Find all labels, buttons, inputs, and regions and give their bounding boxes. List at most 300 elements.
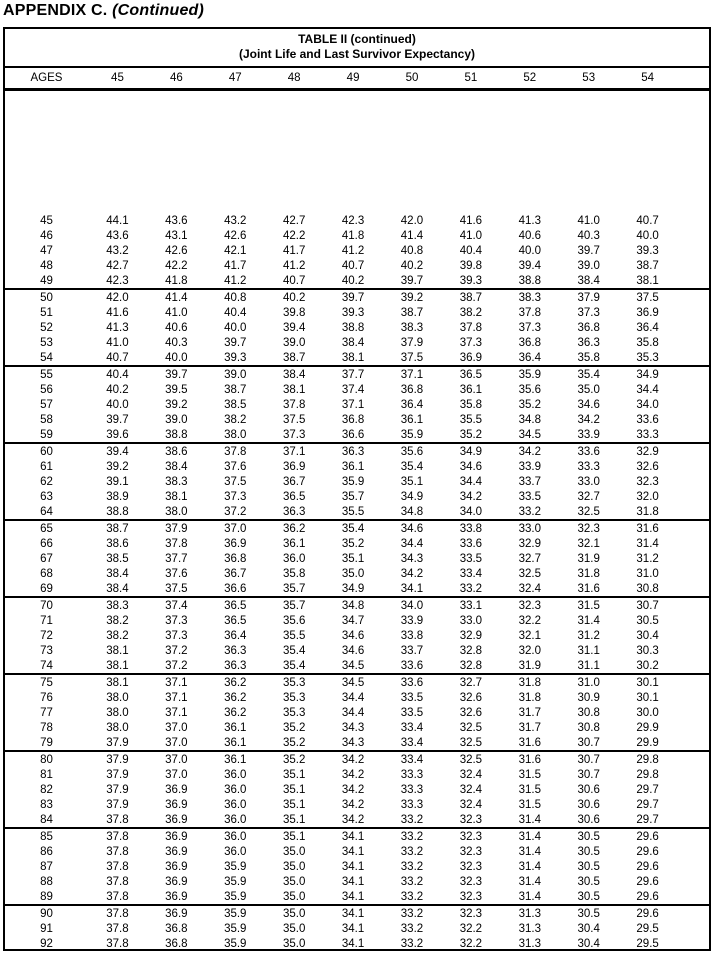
column-header: 49 (346, 72, 360, 84)
expectancy-value: 31.7 (518, 721, 541, 734)
table-row (5, 874, 709, 889)
expectancy-value: 35.3 (282, 706, 306, 719)
expectancy-value: 29.6 (636, 845, 659, 858)
row-age-label: 88 (40, 875, 53, 888)
table-row (5, 658, 709, 673)
expectancy-value: 41.0 (165, 306, 188, 319)
expectancy-value: 34.4 (400, 537, 424, 550)
expectancy-value: 30.4 (577, 922, 600, 935)
age-group (5, 288, 709, 365)
expectancy-value: 35.4 (341, 522, 365, 535)
expectancy-value: 32.5 (459, 721, 483, 734)
expectancy-value: 34.7 (341, 614, 365, 627)
expectancy-value: 34.2 (341, 798, 365, 811)
expectancy-value: 31.8 (518, 691, 541, 704)
expectancy-value: 29.7 (636, 798, 659, 811)
expectancy-value: 36.1 (224, 721, 247, 734)
expectancy-value: 42.2 (165, 259, 188, 272)
expectancy-value: 39.0 (577, 259, 600, 272)
expectancy-value: 34.4 (341, 706, 365, 719)
expectancy-value: 35.2 (518, 398, 541, 411)
expectancy-value: 31.2 (636, 552, 659, 565)
expectancy-value: 38.1 (106, 644, 129, 657)
expectancy-value: 37.8 (282, 398, 306, 411)
expectancy-value: 37.3 (165, 614, 188, 627)
expectancy-value: 35.3 (282, 691, 306, 704)
expectancy-value: 30.9 (577, 691, 600, 704)
column-header: 48 (287, 72, 301, 84)
row-age-label: 74 (40, 659, 53, 672)
expectancy-value: 35.9 (224, 875, 247, 888)
expectancy-value: 30.6 (577, 813, 600, 826)
expectancy-value: 35.0 (282, 875, 306, 888)
expectancy-value: 32.2 (518, 614, 541, 627)
expectancy-value: 36.8 (165, 922, 188, 935)
expectancy-value: 39.2 (400, 291, 424, 304)
expectancy-value: 34.5 (341, 659, 365, 672)
expectancy-value: 35.7 (341, 490, 365, 503)
expectancy-value: 40.3 (577, 229, 600, 242)
expectancy-value: 40.6 (518, 229, 541, 242)
expectancy-value: 35.5 (341, 505, 365, 518)
expectancy-value: 33.3 (577, 460, 600, 473)
expectancy-value: 30.5 (577, 907, 600, 920)
expectancy-value: 32.6 (459, 706, 483, 719)
expectancy-value: 43.2 (224, 214, 247, 227)
expectancy-value: 40.2 (400, 259, 424, 272)
table-row (5, 335, 709, 350)
expectancy-value: 38.8 (341, 321, 365, 334)
row-age-label: 62 (40, 475, 53, 488)
expectancy-value: 34.5 (341, 676, 365, 689)
table-row (5, 613, 709, 628)
table-row (5, 305, 709, 320)
expectancy-value: 38.1 (282, 383, 306, 396)
expectancy-value: 31.8 (577, 567, 600, 580)
expectancy-value: 29.7 (636, 813, 659, 826)
expectancy-value: 35.8 (636, 336, 659, 349)
table-row (5, 690, 709, 705)
expectancy-value: 33.3 (636, 428, 659, 441)
expectancy-value: 32.9 (636, 445, 659, 458)
expectancy-value: 38.0 (224, 428, 247, 441)
expectancy-value: 32.9 (459, 629, 483, 642)
expectancy-value: 37.2 (165, 659, 188, 672)
expectancy-value: 36.2 (224, 676, 247, 689)
expectancy-value: 36.9 (224, 537, 247, 550)
expectancy-value: 37.0 (165, 736, 188, 749)
expectancy-value: 37.7 (165, 552, 188, 565)
expectancy-value: 34.0 (400, 599, 424, 612)
expectancy-value: 36.0 (224, 783, 247, 796)
table-row (5, 290, 709, 305)
expectancy-value: 40.0 (636, 229, 659, 242)
expectancy-value: 30.4 (577, 937, 600, 950)
expectancy-value: 41.8 (341, 229, 365, 242)
expectancy-value: 34.9 (400, 490, 424, 503)
expectancy-value: 34.3 (341, 736, 365, 749)
expectancy-value: 38.7 (636, 259, 659, 272)
row-age-label: 78 (40, 721, 53, 734)
expectancy-value: 33.4 (459, 567, 483, 580)
table-title (5, 29, 709, 68)
expectancy-value: 32.3 (459, 890, 483, 903)
expectancy-value: 35.7 (282, 582, 306, 595)
expectancy-value: 35.0 (282, 860, 306, 873)
expectancy-value: 41.3 (106, 321, 129, 334)
expectancy-value: 34.8 (341, 599, 365, 612)
expectancy-value: 40.8 (400, 244, 424, 257)
expectancy-value: 36.9 (165, 890, 188, 903)
row-age-label: 64 (40, 505, 53, 518)
expectancy-value: 37.5 (400, 351, 424, 364)
expectancy-value: 32.6 (459, 691, 483, 704)
row-age-label: 58 (40, 413, 53, 426)
expectancy-value: 38.6 (165, 445, 188, 458)
table-row (5, 427, 709, 442)
expectancy-value: 34.0 (459, 505, 483, 518)
expectancy-value: 40.0 (165, 351, 188, 364)
expectancy-value: 29.6 (636, 875, 659, 888)
expectancy-value: 30.7 (577, 736, 600, 749)
row-age-label: 75 (40, 676, 53, 689)
expectancy-value: 29.5 (636, 922, 659, 935)
table-row (5, 320, 709, 335)
expectancy-value: 35.5 (459, 413, 483, 426)
expectancy-value: 38.0 (106, 721, 129, 734)
table-row (5, 350, 709, 365)
expectancy-value: 35.6 (400, 445, 424, 458)
expectancy-value: 32.5 (459, 736, 483, 749)
expectancy-value: 38.6 (106, 537, 129, 550)
expectancy-value: 34.4 (459, 475, 483, 488)
expectancy-value: 38.7 (282, 351, 306, 364)
row-age-label: 72 (40, 629, 53, 642)
expectancy-value: 36.1 (282, 537, 306, 550)
expectancy-value: 30.7 (577, 753, 600, 766)
expectancy-value: 33.8 (459, 522, 483, 535)
expectancy-value: 37.5 (282, 413, 306, 426)
expectancy-value: 37.8 (106, 937, 129, 950)
table-row (5, 675, 709, 690)
expectancy-value: 31.0 (636, 567, 659, 580)
expectancy-value: 37.3 (518, 321, 541, 334)
expectancy-value: 38.1 (106, 659, 129, 672)
expectancy-value: 38.7 (459, 291, 483, 304)
expectancy-value: 29.6 (636, 907, 659, 920)
expectancy-value: 36.4 (224, 629, 247, 642)
expectancy-value: 37.8 (106, 813, 129, 826)
expectancy-value: 32.1 (518, 629, 541, 642)
expectancy-value: 31.3 (518, 922, 541, 935)
expectancy-value: 40.2 (106, 383, 129, 396)
row-age-label: 73 (40, 644, 53, 657)
expectancy-value: 33.5 (459, 552, 483, 565)
table-row (5, 474, 709, 489)
row-age-label: 50 (40, 291, 53, 304)
expectancy-value: 29.6 (636, 830, 659, 843)
expectancy-value: 36.5 (282, 490, 306, 503)
expectancy-value: 40.7 (341, 259, 365, 272)
expectancy-value: 36.8 (224, 552, 247, 565)
expectancy-value: 42.1 (224, 244, 247, 257)
expectancy-value: 40.0 (224, 321, 247, 334)
expectancy-value: 36.4 (636, 321, 659, 334)
expectancy-value: 31.6 (518, 736, 541, 749)
appendix-heading-text: APPENDIX C. (3, 2, 113, 19)
expectancy-value: 40.3 (165, 336, 188, 349)
expectancy-value: 41.0 (577, 214, 600, 227)
column-header: 45 (111, 72, 124, 84)
expectancy-value: 33.3 (400, 798, 424, 811)
expectancy-value: 33.0 (459, 614, 483, 627)
expectancy-value: 38.1 (106, 676, 129, 689)
expectancy-value: 37.9 (106, 736, 129, 749)
expectancy-value: 35.1 (341, 552, 365, 565)
expectancy-value: 31.4 (577, 614, 600, 627)
expectancy-value: 36.3 (282, 505, 306, 518)
age-group (5, 596, 709, 673)
expectancy-value: 39.3 (224, 351, 247, 364)
row-age-label: 79 (40, 736, 53, 749)
column-header: 53 (582, 72, 596, 84)
expectancy-value: 40.2 (341, 274, 365, 287)
table-row (5, 228, 709, 243)
expectancy-value: 34.1 (341, 875, 365, 888)
table-row (5, 459, 709, 474)
expectancy-value: 36.0 (224, 768, 247, 781)
expectancy-value: 37.8 (106, 907, 129, 920)
expectancy-value: 35.2 (282, 721, 306, 734)
expectancy-value: 38.7 (224, 383, 247, 396)
expectancy-value: 41.2 (224, 274, 247, 287)
expectancy-value: 38.3 (106, 599, 129, 612)
expectancy-value: 35.8 (577, 351, 600, 364)
expectancy-value: 33.1 (459, 599, 483, 612)
expectancy-value: 42.3 (341, 214, 365, 227)
expectancy-value: 40.4 (224, 306, 247, 319)
expectancy-value: 37.9 (106, 798, 129, 811)
expectancy-value: 34.6 (459, 460, 483, 473)
row-age-label: 61 (40, 460, 53, 473)
row-age-label: 63 (40, 490, 53, 503)
expectancy-value: 35.0 (282, 890, 306, 903)
expectancy-value: 36.1 (341, 460, 365, 473)
expectancy-value: 36.9 (165, 783, 188, 796)
expectancy-value: 40.0 (106, 398, 129, 411)
table-row (5, 767, 709, 782)
expectancy-value: 39.6 (106, 428, 129, 441)
expectancy-value: 30.3 (636, 644, 659, 657)
expectancy-value: 34.1 (341, 830, 365, 843)
expectancy-value: 33.5 (400, 706, 424, 719)
expectancy-value: 39.0 (224, 368, 247, 381)
expectancy-value: 33.2 (400, 875, 424, 888)
table-row (5, 273, 709, 288)
expectancy-value: 42.6 (224, 229, 247, 242)
expectancy-value: 32.5 (518, 567, 541, 580)
row-age-label: 86 (40, 845, 53, 858)
table-row (5, 797, 709, 812)
expectancy-value: 39.1 (106, 475, 129, 488)
expectancy-value: 35.9 (224, 937, 247, 950)
expectancy-value: 34.2 (518, 445, 541, 458)
expectancy-value: 38.8 (165, 428, 188, 441)
row-age-label: 59 (40, 428, 53, 441)
expectancy-value: 35.6 (518, 383, 541, 396)
expectancy-value: 37.6 (165, 567, 188, 580)
expectancy-value: 34.6 (577, 398, 600, 411)
table-row (5, 258, 709, 273)
expectancy-value: 33.0 (577, 475, 600, 488)
expectancy-value: 33.9 (400, 614, 424, 627)
expectancy-value: 30.5 (636, 614, 659, 627)
expectancy-value: 36.0 (224, 845, 247, 858)
expectancy-value: 30.5 (577, 860, 600, 873)
expectancy-value: 39.0 (282, 336, 306, 349)
expectancy-value: 35.6 (282, 614, 306, 627)
expectancy-value: 38.8 (518, 274, 541, 287)
column-header: 47 (228, 72, 242, 84)
expectancy-value: 39.4 (106, 445, 129, 458)
row-age-label: 49 (40, 274, 53, 287)
table-row (5, 489, 709, 504)
expectancy-value: 33.3 (400, 783, 424, 796)
expectancy-value: 31.5 (518, 768, 541, 781)
expectancy-value: 36.9 (165, 798, 188, 811)
row-age-label: 68 (40, 567, 53, 580)
expectancy-value: 36.0 (224, 813, 247, 826)
expectancy-value: 38.0 (106, 706, 129, 719)
expectancy-value: 35.2 (459, 428, 483, 441)
row-age-label: 45 (40, 214, 53, 227)
expectancy-value: 42.7 (282, 214, 306, 227)
expectancy-value: 33.2 (400, 922, 424, 935)
expectancy-value: 33.6 (400, 676, 424, 689)
expectancy-value: 34.1 (341, 907, 365, 920)
expectancy-value: 39.4 (282, 321, 306, 334)
expectancy-value: 38.1 (341, 351, 365, 364)
expectancy-value: 33.9 (518, 460, 541, 473)
table-title-line1: TABLE II (continued) (298, 32, 416, 46)
expectancy-value: 34.1 (341, 937, 365, 950)
column-header-row (5, 68, 709, 91)
expectancy-value: 33.6 (459, 537, 483, 550)
expectancy-value: 39.2 (106, 460, 129, 473)
expectancy-value: 38.7 (106, 522, 129, 535)
expectancy-value: 31.4 (636, 537, 659, 550)
blank-region (5, 91, 709, 213)
expectancy-value: 43.6 (165, 214, 188, 227)
table-title-line2: (Joint Life and Last Survivor Expectancy) (238, 47, 476, 61)
expectancy-value: 41.0 (106, 336, 129, 349)
expectancy-value: 31.4 (518, 860, 541, 873)
expectancy-value: 37.9 (400, 336, 424, 349)
expectancy-value: 31.5 (518, 783, 541, 796)
expectancy-value: 37.8 (165, 537, 188, 550)
table-row (5, 829, 709, 844)
table-row (5, 844, 709, 859)
row-age-label: 48 (40, 259, 53, 272)
expectancy-value: 33.2 (400, 907, 424, 920)
expectancy-value: 36.3 (341, 445, 365, 458)
expectancy-value: 32.6 (636, 460, 659, 473)
row-age-label: 76 (40, 691, 53, 704)
expectancy-value: 34.3 (400, 552, 424, 565)
expectancy-value: 33.5 (400, 691, 424, 704)
expectancy-value: 29.9 (636, 736, 659, 749)
expectancy-value: 32.8 (459, 659, 483, 672)
expectancy-value: 36.5 (459, 368, 483, 381)
table-row (5, 720, 709, 735)
row-age-label: 80 (40, 753, 53, 766)
row-age-label: 70 (40, 599, 53, 612)
table-row (5, 705, 709, 720)
expectancy-value: 36.0 (224, 830, 247, 843)
expectancy-value: 35.0 (282, 922, 306, 935)
expectancy-value: 33.2 (400, 860, 424, 873)
expectancy-value: 30.0 (636, 706, 659, 719)
expectancy-value: 33.2 (459, 582, 483, 595)
expectancy-value: 32.3 (459, 907, 483, 920)
expectancy-value: 33.2 (400, 937, 424, 950)
expectancy-value: 33.3 (400, 768, 424, 781)
row-age-label: 53 (40, 336, 53, 349)
expectancy-value: 35.2 (282, 736, 306, 749)
expectancy-value: 31.5 (577, 599, 600, 612)
expectancy-value: 37.5 (165, 582, 188, 595)
row-age-label: 66 (40, 537, 53, 550)
expectancy-value: 35.9 (400, 428, 424, 441)
expectancy-value: 29.5 (636, 937, 659, 950)
expectancy-value: 32.3 (459, 875, 483, 888)
expectancy-value: 38.4 (165, 460, 188, 473)
expectancy-value: 36.2 (224, 691, 247, 704)
ages-header-label: AGES (30, 72, 63, 84)
expectancy-value: 32.4 (459, 798, 483, 811)
expectancy-value: 37.3 (282, 428, 306, 441)
expectancy-value: 38.9 (106, 490, 129, 503)
expectancy-value: 42.0 (400, 214, 424, 227)
expectancy-value: 31.2 (577, 629, 600, 642)
appendix-heading-continued: (Continued) (112, 2, 205, 19)
expectancy-value: 40.4 (106, 368, 129, 381)
row-age-label: 85 (40, 830, 53, 843)
expectancy-value: 37.8 (106, 922, 129, 935)
expectancy-value: 36.4 (400, 398, 424, 411)
expectancy-value: 37.2 (224, 505, 247, 518)
expectancy-value: 34.2 (400, 567, 424, 580)
expectancy-value: 37.8 (106, 845, 129, 858)
expectancy-value: 35.0 (341, 567, 365, 580)
row-age-label: 92 (40, 937, 53, 950)
table-row (5, 397, 709, 412)
expectancy-value: 39.7 (106, 413, 129, 426)
expectancy-value: 34.9 (636, 368, 659, 381)
expectancy-value: 32.7 (577, 490, 600, 503)
expectancy-value: 38.4 (106, 567, 129, 580)
expectancy-value: 41.2 (282, 259, 306, 272)
table-row (5, 628, 709, 643)
expectancy-value: 39.2 (165, 398, 188, 411)
expectancy-value: 35.8 (282, 567, 306, 580)
table-row (5, 735, 709, 750)
expectancy-value: 39.7 (341, 291, 365, 304)
expectancy-value: 29.7 (636, 783, 659, 796)
expectancy-value: 31.8 (636, 505, 659, 518)
expectancy-value: 38.4 (577, 274, 600, 287)
expectancy-value: 39.3 (636, 244, 659, 257)
